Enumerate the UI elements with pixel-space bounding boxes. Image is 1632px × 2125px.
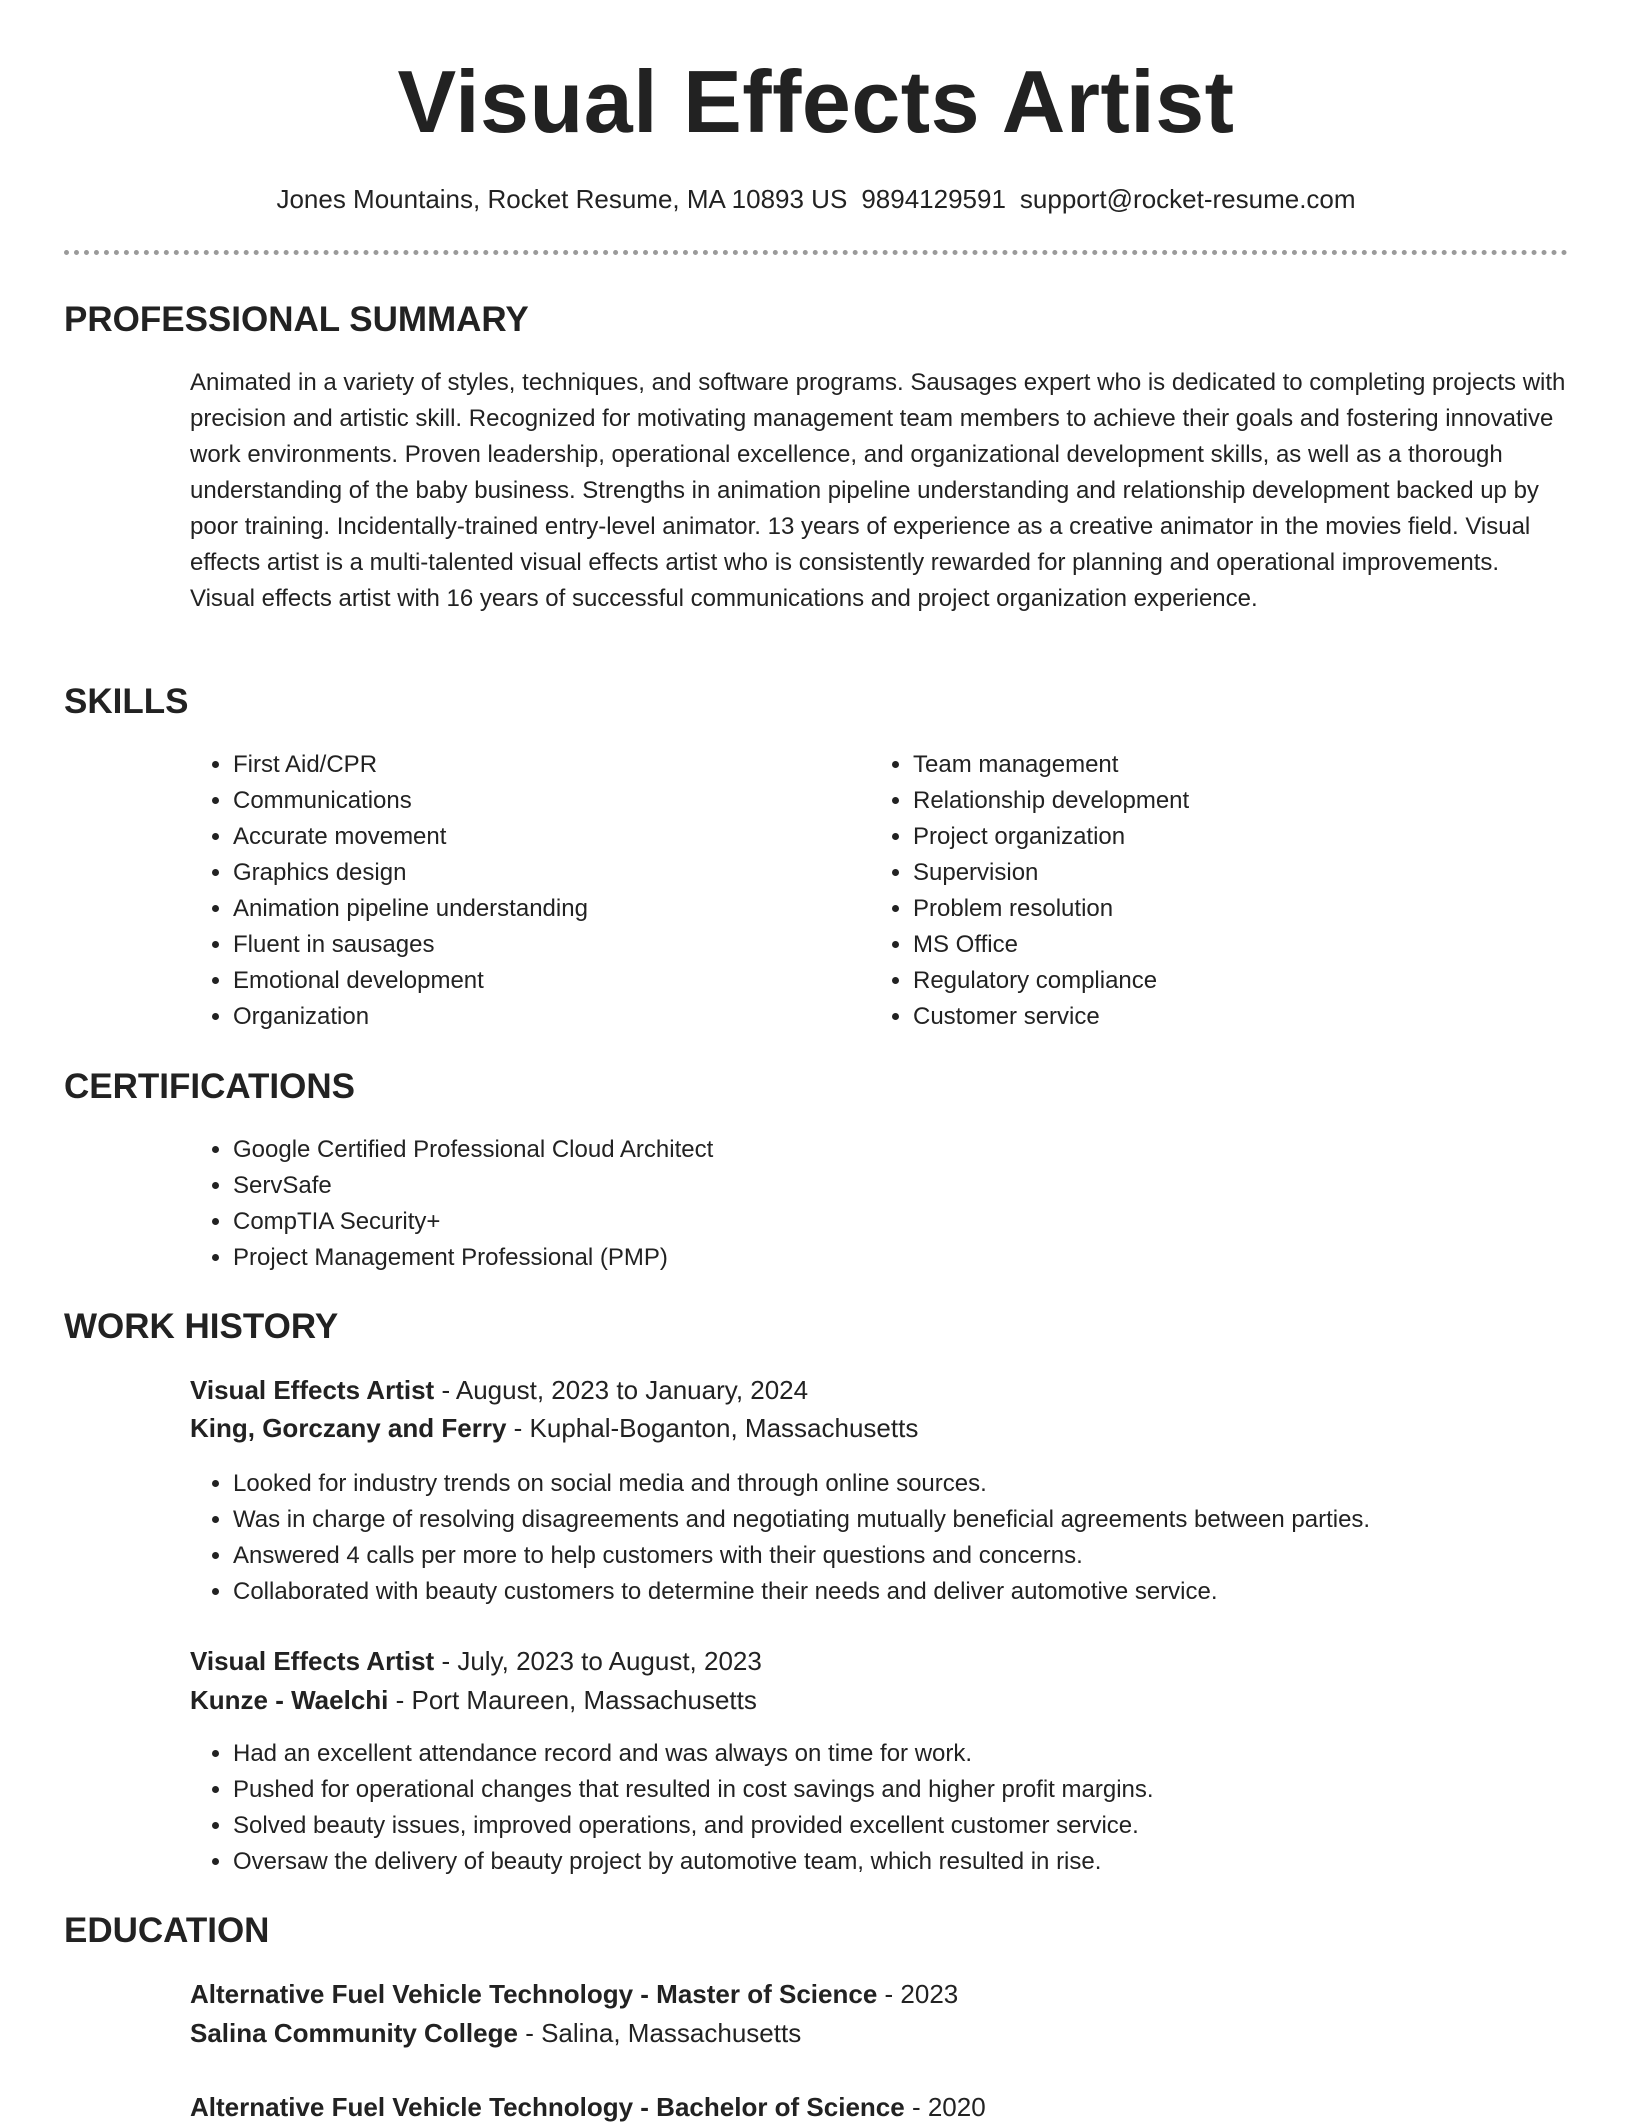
job-dates: - August, 2023 to January, 2024 xyxy=(441,1375,809,1405)
contact-phone: 9894129591 xyxy=(861,184,1006,214)
list-item: • Graphics design xyxy=(233,855,853,891)
job-dates: - July, 2023 to August, 2023 xyxy=(441,1646,762,1676)
summary-text: Animated in a variety of styles, techniques, and software programs. Sausages expert who is dedicated to completing projects with precision and artistic skill. Recognized for motivating management team members to achieve their goals and fostering innovative work environments. Proven leadership, operational excellence, and organizational development skills, as well as a thorough understanding of the baby business. Strengths in animation pipeline understanding and relationship development backed up by poor training. Incidentally-trained entry-level animator. 13 years of experience as a creative animator in the movies field. Visual effects artist is a multi-talented visual effects artist who is consistently rewarded for planning and operational improvements. Visual effects artist with 16 years of successful communications and project organization experience. xyxy=(190,369,1566,612)
job-title: Visual Effects Artist xyxy=(190,1375,435,1405)
education-year: - 2020 xyxy=(911,2092,986,2122)
job-title-line xyxy=(190,1372,808,1408)
list-item: • Relationship development xyxy=(913,783,1533,819)
list-item: • CompTIA Security+ xyxy=(233,1204,1533,1240)
education-school-line xyxy=(190,2015,801,2051)
education-school: Salina Community College xyxy=(190,2018,518,2048)
list-item: • Looked for industry trends on social media and through online sources. xyxy=(233,1466,1613,1502)
candidate-name: Visual Effects Artist xyxy=(397,52,1235,151)
contact-line xyxy=(0,182,1632,216)
education-degree-line xyxy=(190,1976,958,2012)
list-item: • ServSafe xyxy=(233,1168,1533,1204)
education-degree-line xyxy=(190,2089,986,2125)
list-item: • Regulatory compliance xyxy=(913,963,1533,999)
list-item: • First Aid/CPR xyxy=(233,747,853,783)
education-degree: Alternative Fuel Vehicle Technology - Master of Science xyxy=(190,1979,878,2009)
list-item: • Collaborated with beauty customers to determine their needs and deliver automotive service. xyxy=(233,1574,1613,1610)
list-item: • Pushed for operational changes that resulted in cost savings and higher profit margins. xyxy=(233,1772,1613,1808)
list-item: • Organization xyxy=(233,999,853,1035)
list-item: • MS Office xyxy=(913,927,1533,963)
certifications-heading: CERTIFICATIONS xyxy=(64,1067,356,1106)
list-item: • Google Certified Professional Cloud Architect xyxy=(233,1132,1533,1168)
education-degree: Alternative Fuel Vehicle Technology - Bachelor of Science xyxy=(190,2092,905,2122)
job-company-line xyxy=(190,1410,918,1446)
work-history-heading: WORK HISTORY xyxy=(64,1307,339,1346)
skills-list-right xyxy=(870,747,1533,1035)
job-location: - Port Maureen, Massachusetts xyxy=(395,1685,757,1715)
list-item: • Animation pipeline understanding xyxy=(233,891,853,927)
list-item: • Accurate movement xyxy=(233,819,853,855)
education-year: - 2023 xyxy=(884,1979,959,2009)
list-item: • Supervision xyxy=(913,855,1533,891)
list-item: • Answered 4 calls per more to help customers with their questions and concerns. xyxy=(233,1538,1613,1574)
job-title-line xyxy=(190,1643,762,1679)
header-divider xyxy=(64,250,1568,255)
job-company: King, Gorczany and Ferry xyxy=(190,1413,507,1443)
list-item: • Customer service xyxy=(913,999,1533,1035)
summary-heading: PROFESSIONAL SUMMARY xyxy=(64,300,529,339)
list-item: • Oversaw the delivery of beauty project by automotive team, which resulted in rise. xyxy=(233,1844,1613,1880)
list-item: • Was in charge of resolving disagreements and negotiating mutually beneficial agreements between parties. xyxy=(233,1502,1613,1538)
list-item: • Fluent in sausages xyxy=(233,927,853,963)
skills-heading: SKILLS xyxy=(64,682,189,721)
list-item: • Emotional development xyxy=(233,963,853,999)
list-item: • Solved beauty issues, improved operations, and provided excellent customer service. xyxy=(233,1808,1613,1844)
job-bullets xyxy=(190,1736,1613,1880)
list-item: • Team management xyxy=(913,747,1533,783)
job-location: - Kuphal-Boganton, Massachusetts xyxy=(513,1413,919,1443)
education-heading: EDUCATION xyxy=(64,1911,270,1950)
list-item: • Project Management Professional (PMP) xyxy=(233,1240,1533,1276)
list-item: • Project organization xyxy=(913,819,1533,855)
certifications-list xyxy=(190,1132,1533,1276)
contact-address: Jones Mountains, Rocket Resume, MA 10893 US xyxy=(276,184,848,214)
job-title: Visual Effects Artist xyxy=(190,1646,435,1676)
skills-list-left xyxy=(190,747,853,1035)
education-location: - Salina, Massachusetts xyxy=(525,2018,802,2048)
contact-email: support@rocket-resume.com xyxy=(1019,184,1356,214)
list-item: • Problem resolution xyxy=(913,891,1533,927)
list-item: • Had an excellent attendance record and was always on time for work. xyxy=(233,1736,1613,1772)
job-company-line xyxy=(190,1682,757,1718)
job-company: Kunze - Waelchi xyxy=(190,1685,389,1715)
list-item: • Communications xyxy=(233,783,853,819)
job-bullets xyxy=(190,1466,1613,1610)
